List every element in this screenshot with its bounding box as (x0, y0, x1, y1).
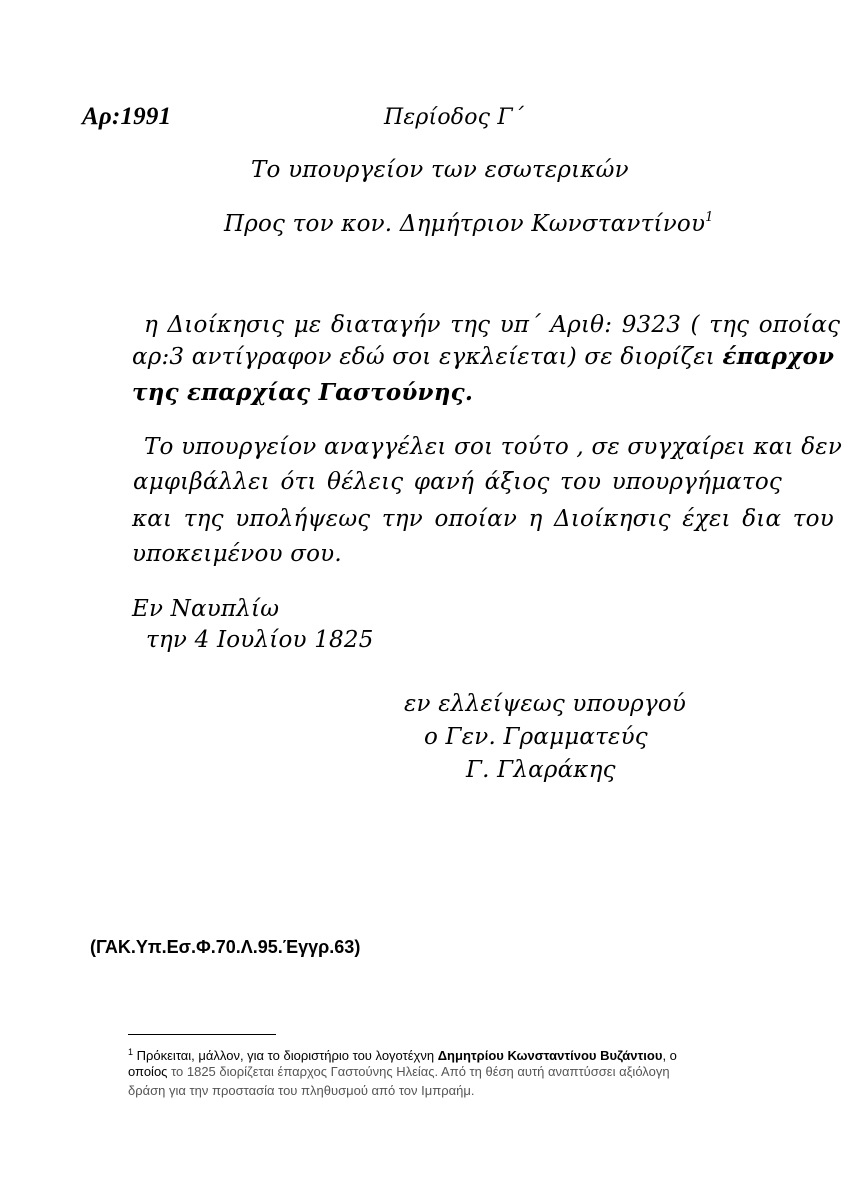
footnote-line (128, 1062, 758, 1081)
reference-number: Αρ:1991 (82, 103, 172, 130)
body-text: αρ:3 αντίγραφον εδώ σοι εγκλείεται) σε διορίζει (132, 344, 723, 370)
footnote-person-name: Δημητρίου Κωνσταντίνου Βυζάντιου (437, 1048, 663, 1063)
body-line: και της υπολήψεως την οποίαν η Διοίκησις έχει δια του (132, 506, 834, 532)
footnote-text: , ο (662, 1048, 677, 1063)
signature-line: ο Γεν. Γραμματεύς (424, 724, 648, 750)
body-line: αμφιβάλλει ότι θέλεις φανή άξιος του υπουργήματος (133, 469, 783, 495)
recipient-line (224, 203, 714, 239)
signature-line: εν ελλείψεως υπουργού (404, 691, 687, 717)
archive-reference: (ΓΑΚ.Υπ.Εσ.Φ.70.Λ.95.Έγγρ.63) (90, 937, 361, 957)
period-label: Περίοδος Γ΄ (384, 105, 525, 130)
footnote-number: 1 (128, 1047, 134, 1057)
footnote-text: Πρόκειται, μάλλον, για το διοριστήριο του λογοτέχνη (133, 1048, 438, 1063)
recipient-name: Προς τον κον. Δημήτριον Κωνσταντίνου (224, 211, 706, 237)
body-line: Το υπουργείον αναγγέλει σοι τούτο , σε συγχαίρει και δεν (144, 434, 843, 460)
emphasized-line: της επαρχίας Γαστούνης. (132, 379, 474, 406)
body-line: υποκειμένου σου. (132, 541, 342, 567)
body-line (132, 342, 834, 372)
footnote-text: οποίος (128, 1064, 168, 1079)
date-line: την 4 Ιουλίου 1825 (146, 627, 374, 653)
signatory-name: Γ. Γλαράκης (466, 757, 616, 783)
place-line: Εν Ναυπλίω (132, 596, 280, 622)
body-line: η Διοίκησις με διαταγήν της υπ΄ Αριθ: 9323 ( της οποίας (144, 312, 841, 338)
ministry-heading: Το υπουργείον των εσωτερικών (251, 157, 629, 183)
footnote-text: το 1825 διορίζεται έπαρχος Γαστούνης Ηλείας. Από τη θέση αυτή αναπτύσσει αξιόλογη (167, 1064, 670, 1079)
footnote-line: δράση για την προστασία του πληθυσμού από τον Ιμπραήμ. (128, 1083, 475, 1098)
footnote-marker: 1 (705, 210, 714, 225)
emphasized-text: έπαρχον (722, 343, 835, 370)
footnote-separator (128, 1034, 276, 1035)
